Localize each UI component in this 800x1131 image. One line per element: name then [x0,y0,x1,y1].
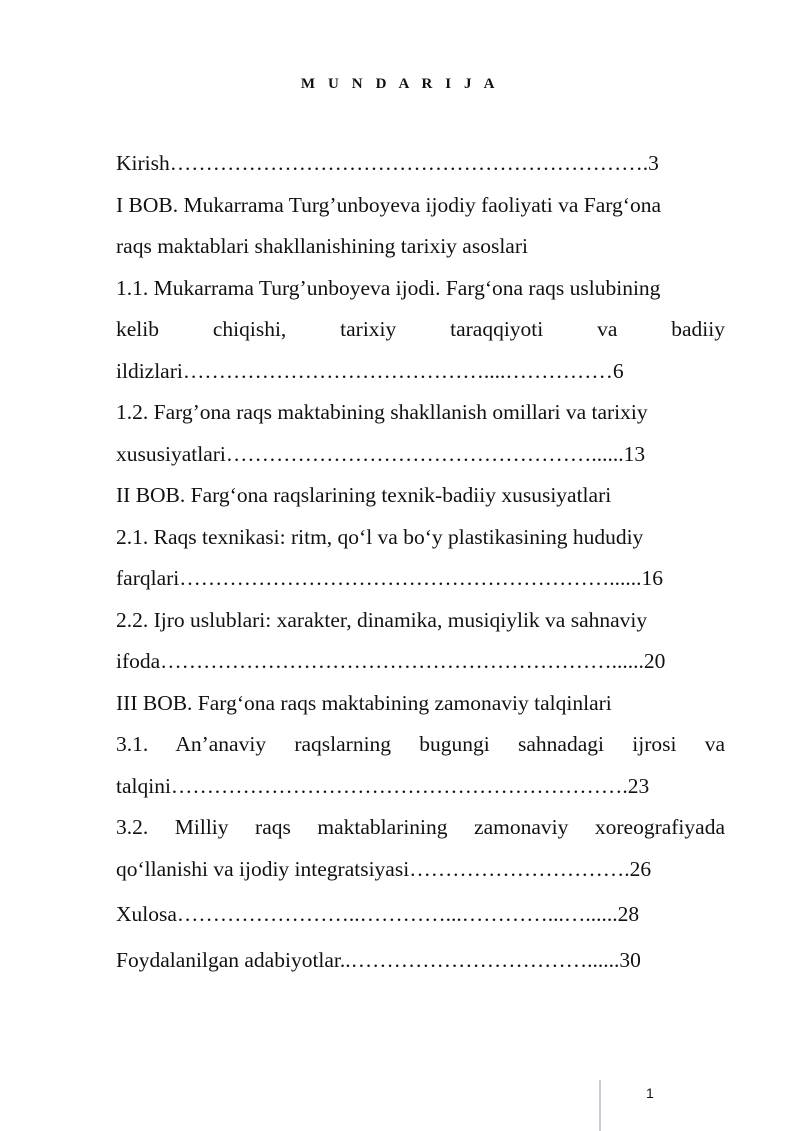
toc-chapter-3: III BOB. Farg‘ona raqs maktabining zamonaviy talqinlari [116,690,612,715]
page-title: M U N D A R I J A [300,76,500,92]
toc-entry-adabiyotlar: Foydalanilgan adabiyotlar..……………………………......30 [116,947,641,972]
toc-chapter-1-line-2: raqs maktablari shakllanishining tarixiy asoslari [116,234,528,258]
toc-section-2-2-line-2: ifoda………………………………………………………......20 [116,649,666,673]
toc-section-2-1-line-1: 2.1. Raqs texnikasi: ritm, qo‘l va bo‘y plastikasining hududiy [116,524,644,549]
toc-entry-kirish: Kirish………………………………………………………….3 [116,151,659,175]
toc-entry-xulosa: Xulosa……………………..…………...…………...…......28 [116,902,640,926]
toc-chapter-1-line-1: I BOB. Mukarrama Turg’unboyeva ijodiy faoliyati va Farg‘ona [116,192,661,217]
toc-section-1-1-line-1: 1.1. Mukarrama Turg’unboyeva ijodi. Farg‘ona raqs uslubining [116,275,661,300]
toc-section-1-1-line-3: ildizlari……………………………………....……………6 [116,358,624,383]
toc-section-1-1-line-2: kelib chiqishi, tarixiy taraqqiyoti va badiiy [116,317,725,341]
toc-section-3-1-line-1: 3.1. An’anaviy raqslarning bugungi sahnadagi ijrosi va [116,732,725,756]
toc-section-2-1-line-2: farqlari……………………………………………………......16 [116,566,664,590]
toc-section-3-2-line-1: 3.2. Milliy raqs maktablarining zamonaviy xoreografiyada [116,815,725,839]
footer-divider [599,1080,601,1131]
toc-section-3-1-line-2: talqini……………………………………………………….23 [116,773,650,798]
toc-section-2-2-line-1: 2.2. Ijro uslublari: xarakter, dinamika, musiqiylik va sahnaviy [116,607,648,632]
toc-chapter-2: II BOB. Farg‘ona raqslarining texnik-badiiy xususiyatlari [116,483,612,507]
toc-section-1-2-line-1: 1.2. Farg’ona raqs maktabining shakllanish omillari va tarixiy [116,400,648,424]
toc-section-3-2-line-2: qo‘llanishi va ijodiy integratsiyasi………………………….26 [116,856,652,881]
page-number: 1 [646,1085,654,1101]
table-of-contents [116,143,725,981]
toc-section-1-2-line-2: xususiyatlari……………………………………………......13 [116,441,646,466]
